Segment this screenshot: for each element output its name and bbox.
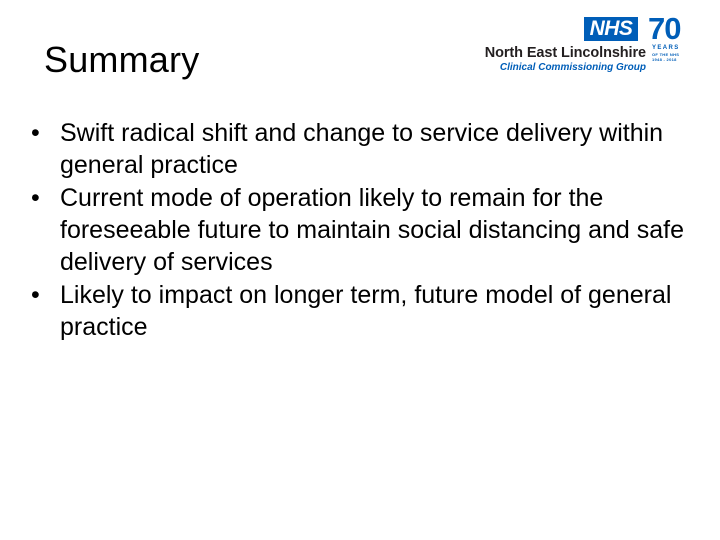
bullet-text: Likely to impact on longer term, future model of general practice — [60, 281, 672, 341]
bullet-item — [28, 279, 708, 343]
nhs-70-date-range: 1948 - 2018 — [652, 57, 677, 62]
org-name: North East Lincolnshire — [484, 45, 646, 61]
bullet-item — [28, 182, 708, 278]
slide-title: Summary — [44, 39, 200, 80]
bullet-item — [28, 117, 708, 181]
nhs-70-of-the-nhs-label: OF THE NHS — [652, 52, 680, 57]
bullet-marker: • — [31, 119, 40, 147]
nhs-badge: NHS — [584, 17, 638, 41]
nhs-logo — [472, 11, 712, 78]
bullet-text: Current mode of operation likely to remain for the foreseeable future to maintain social distancing and safe delivery of services — [60, 184, 684, 276]
bullet-text: Swift radical shift and change to service delivery within general practice — [60, 119, 664, 179]
nhs-70-years-label: YEARS — [652, 45, 680, 51]
nhs-70-mark: 70 — [648, 11, 681, 46]
bullet-list — [28, 117, 708, 344]
bullet-marker: • — [31, 281, 40, 309]
bullet-marker: • — [31, 184, 40, 212]
org-subtitle: Clinical Commissioning Group — [499, 62, 646, 73]
